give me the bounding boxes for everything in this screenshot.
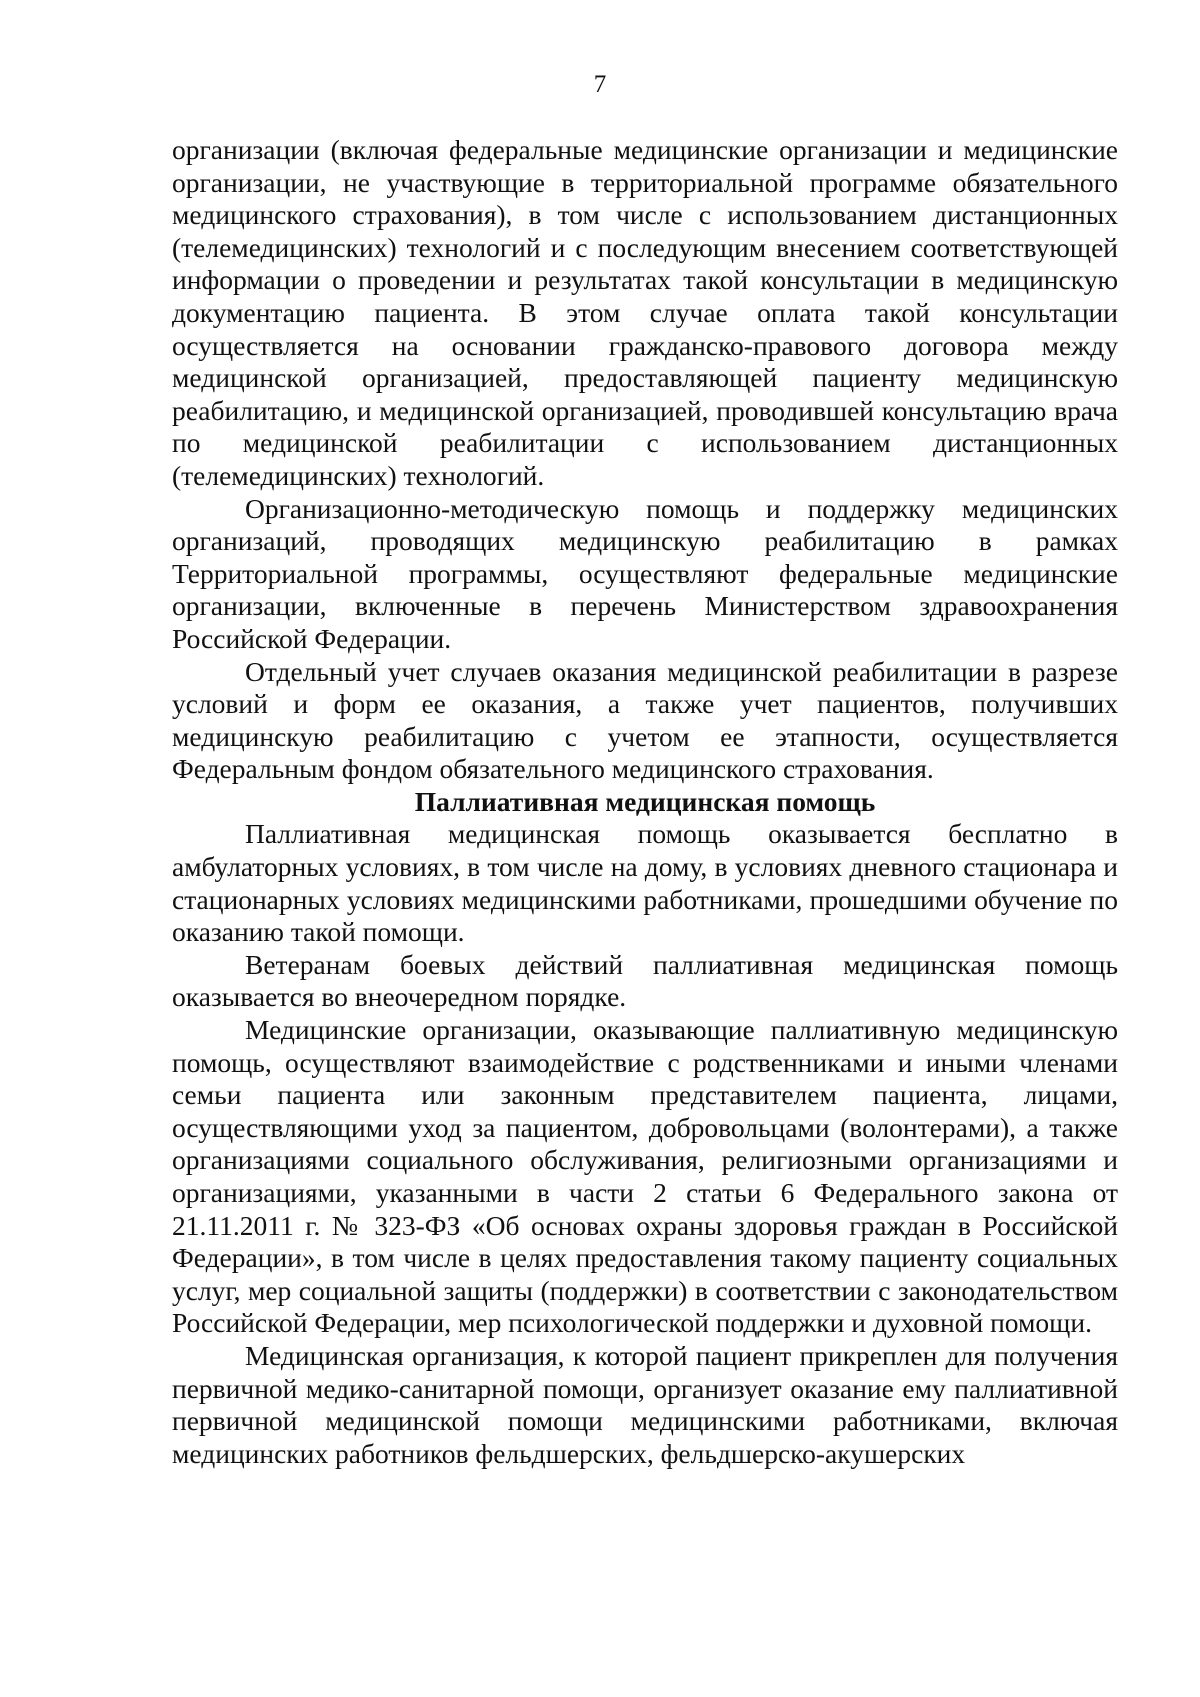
- paragraph-continuation: организации (включая федеральные медицинские организации и медицинские организации, не участвующие в территориальной программе обязательного медицинского страхования), в том числе с использованием дистанционных (телемедицинских) технологий и с последующим внесением соответствующей информации о проведении и результатах такой консультации в медицинскую документацию пациента. В этом случае оплата такой консультации осуществляется на основании гражданско-правового договора между медицинской организацией, предоставляющей пациенту медицинскую реабилитацию, и медицинской организацией, проводившей консультацию врача по медицинской реабилитации с использованием дистанционных (телемедицинских) технологий.: [172, 134, 1118, 491]
- paragraph: Отдельный учет случаев оказания медицинской реабилитации в разрезе условий и форм ее оказания, а также учет пациентов, получивших медицинскую реабилитацию с учетом ее этапности, осуществляется Федеральным фондом обязательного медицинского страхования.: [172, 655, 1118, 785]
- document-body: [172, 134, 1118, 1470]
- paragraph: Ветеранам боевых действий паллиативная медицинская помощь оказывается во внеочередном порядке.: [172, 948, 1118, 1013]
- section-heading: Паллиативная медицинская помощь: [414, 785, 876, 817]
- paragraph: Организационно-методическую помощь и поддержку медицинских организаций, проводящих медицинскую реабилитацию в рамках Территориальной программы, осуществляют федеральные медицинские организации, включенные в перечень Министерством здравоохранения Российской Федерации.: [172, 492, 1118, 654]
- paragraph: Медицинские организации, оказывающие паллиативную медицинскую помощь, осуществляют взаимодействие с родственниками и иными членами семьи пациента или законным представителем пациента, лицами, осуществляющими уход за пациентом, добровольцами (волонтерами), а также организациями социального обслуживания, религиозными организациями и организациями, указанными в части 2 статьи 6 Федерального закона от 21.11.2011 г. № 323-ФЗ «Об основах охраны здоровья граждан в Российской Федерации», в том числе в целях предоставления такому пациенту социальных услуг, мер социальной защиты (поддержки) в соответствии с законодательством Российской Федерации, мер психологической поддержки и духовной помощи.: [172, 1014, 1118, 1339]
- page-number: 7: [593, 71, 607, 98]
- paragraph: Паллиативная медицинская помощь оказывается бесплатно в амбулаторных условиях, в том числе на дому, в условиях дневного стационара и стационарных условиях медицинскими работниками, прошедшими обучение по оказанию такой помощи.: [172, 818, 1118, 948]
- paragraph: Медицинская организация, к которой пациент прикреплен для получения первичной медико-санитарной помощи, организует оказание ему паллиативной первичной медицинской помощи медицинскими работниками, включая медицинских работников фельдшерских, фельдшерско-акушерских: [172, 1339, 1118, 1469]
